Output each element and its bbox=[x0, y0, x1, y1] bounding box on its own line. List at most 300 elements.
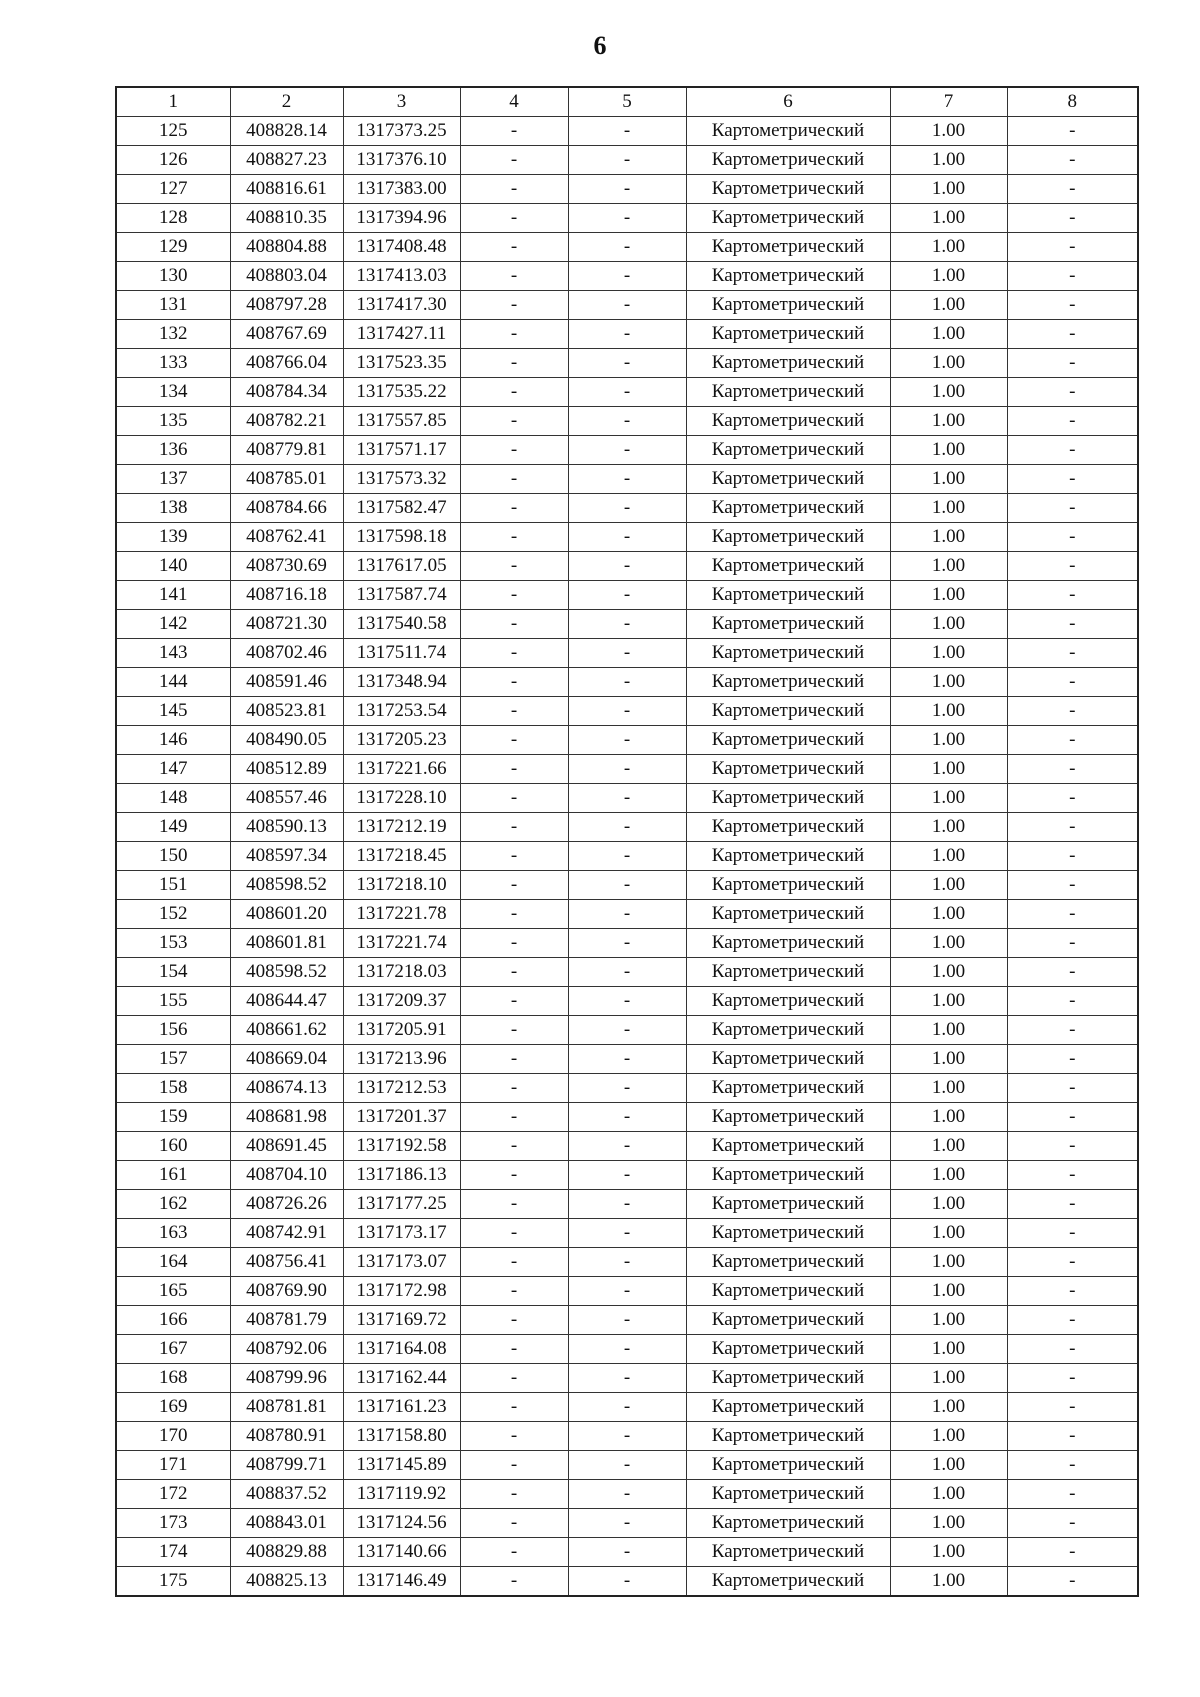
method-cell: Картометрический bbox=[686, 1277, 890, 1306]
method-cell: Картометрический bbox=[686, 1335, 890, 1364]
y-coordinate-cell: 1317186.13 bbox=[343, 1161, 460, 1190]
column-8-cell: - bbox=[1007, 349, 1138, 378]
column-4-cell: - bbox=[460, 1451, 568, 1480]
column-4-cell: - bbox=[460, 697, 568, 726]
header-row bbox=[116, 87, 1138, 117]
column-8-cell: - bbox=[1007, 465, 1138, 494]
x-coordinate-cell: 408784.34 bbox=[230, 378, 343, 407]
y-coordinate-cell: 1317587.74 bbox=[343, 581, 460, 610]
method-cell: Картометрический bbox=[686, 494, 890, 523]
accuracy-cell: 1.00 bbox=[890, 958, 1007, 987]
x-coordinate-cell: 408781.81 bbox=[230, 1393, 343, 1422]
x-coordinate-cell: 408598.52 bbox=[230, 958, 343, 987]
table-row bbox=[116, 349, 1138, 378]
x-coordinate-cell: 408598.52 bbox=[230, 871, 343, 900]
column-4-cell: - bbox=[460, 378, 568, 407]
x-coordinate-cell: 408780.91 bbox=[230, 1422, 343, 1451]
table-row bbox=[116, 1045, 1138, 1074]
accuracy-cell: 1.00 bbox=[890, 581, 1007, 610]
column-5-cell: - bbox=[568, 146, 686, 175]
column-8-cell: - bbox=[1007, 1161, 1138, 1190]
method-cell: Картометрический bbox=[686, 233, 890, 262]
method-cell: Картометрический bbox=[686, 1509, 890, 1538]
y-coordinate-cell: 1317205.91 bbox=[343, 1016, 460, 1045]
table-row bbox=[116, 407, 1138, 436]
point-number-cell: 173 bbox=[116, 1509, 230, 1538]
column-5-cell: - bbox=[568, 1393, 686, 1422]
column-8-cell: - bbox=[1007, 668, 1138, 697]
column-5-cell: - bbox=[568, 1248, 686, 1277]
method-cell: Картометрический bbox=[686, 726, 890, 755]
column-5-cell: - bbox=[568, 1364, 686, 1393]
column-5-cell: - bbox=[568, 436, 686, 465]
x-coordinate-cell: 408828.14 bbox=[230, 117, 343, 146]
x-coordinate-cell: 408843.01 bbox=[230, 1509, 343, 1538]
column-4-cell: - bbox=[460, 1277, 568, 1306]
y-coordinate-cell: 1317213.96 bbox=[343, 1045, 460, 1074]
table-row bbox=[116, 726, 1138, 755]
table-row bbox=[116, 639, 1138, 668]
column-8-cell: - bbox=[1007, 958, 1138, 987]
method-cell: Картометрический bbox=[686, 987, 890, 1016]
x-coordinate-cell: 408756.41 bbox=[230, 1248, 343, 1277]
column-4-cell: - bbox=[460, 204, 568, 233]
method-cell: Картометрический bbox=[686, 755, 890, 784]
method-cell: Картометрический bbox=[686, 581, 890, 610]
table-row bbox=[116, 1538, 1138, 1567]
column-8-cell: - bbox=[1007, 378, 1138, 407]
column-8-cell: - bbox=[1007, 436, 1138, 465]
column-4-cell: - bbox=[460, 262, 568, 291]
point-number-cell: 140 bbox=[116, 552, 230, 581]
y-coordinate-cell: 1317173.17 bbox=[343, 1219, 460, 1248]
point-number-cell: 135 bbox=[116, 407, 230, 436]
column-8-cell: - bbox=[1007, 523, 1138, 552]
accuracy-cell: 1.00 bbox=[890, 1132, 1007, 1161]
method-cell: Картометрический bbox=[686, 175, 890, 204]
table-row bbox=[116, 204, 1138, 233]
y-coordinate-cell: 1317617.05 bbox=[343, 552, 460, 581]
column-4-cell: - bbox=[460, 1103, 568, 1132]
table-body bbox=[116, 117, 1138, 1597]
x-coordinate-cell: 408779.81 bbox=[230, 436, 343, 465]
x-coordinate-cell: 408681.98 bbox=[230, 1103, 343, 1132]
column-8-cell: - bbox=[1007, 987, 1138, 1016]
method-cell: Картометрический bbox=[686, 1190, 890, 1219]
point-number-cell: 148 bbox=[116, 784, 230, 813]
x-coordinate-cell: 408512.89 bbox=[230, 755, 343, 784]
column-header-1: 1 bbox=[116, 87, 230, 117]
method-cell: Картометрический bbox=[686, 958, 890, 987]
column-4-cell: - bbox=[460, 523, 568, 552]
column-5-cell: - bbox=[568, 726, 686, 755]
method-cell: Картометрический bbox=[686, 1016, 890, 1045]
column-4-cell: - bbox=[460, 581, 568, 610]
accuracy-cell: 1.00 bbox=[890, 465, 1007, 494]
y-coordinate-cell: 1317173.07 bbox=[343, 1248, 460, 1277]
y-coordinate-cell: 1317164.08 bbox=[343, 1335, 460, 1364]
accuracy-cell: 1.00 bbox=[890, 610, 1007, 639]
x-coordinate-cell: 408691.45 bbox=[230, 1132, 343, 1161]
point-number-cell: 171 bbox=[116, 1451, 230, 1480]
column-8-cell: - bbox=[1007, 1538, 1138, 1567]
column-8-cell: - bbox=[1007, 1277, 1138, 1306]
table-row bbox=[116, 552, 1138, 581]
coordinates-table bbox=[115, 86, 1139, 1597]
accuracy-cell: 1.00 bbox=[890, 320, 1007, 349]
column-5-cell: - bbox=[568, 1045, 686, 1074]
method-cell: Картометрический bbox=[686, 1161, 890, 1190]
point-number-cell: 133 bbox=[116, 349, 230, 378]
column-4-cell: - bbox=[460, 1161, 568, 1190]
column-4-cell: - bbox=[460, 1306, 568, 1335]
column-5-cell: - bbox=[568, 929, 686, 958]
method-cell: Картометрический bbox=[686, 1451, 890, 1480]
column-8-cell: - bbox=[1007, 1335, 1138, 1364]
y-coordinate-cell: 1317535.22 bbox=[343, 378, 460, 407]
accuracy-cell: 1.00 bbox=[890, 1161, 1007, 1190]
column-4-cell: - bbox=[460, 349, 568, 378]
point-number-cell: 130 bbox=[116, 262, 230, 291]
method-cell: Картометрический bbox=[686, 929, 890, 958]
column-4-cell: - bbox=[460, 291, 568, 320]
column-4-cell: - bbox=[460, 755, 568, 784]
column-4-cell: - bbox=[460, 1074, 568, 1103]
method-cell: Картометрический bbox=[686, 523, 890, 552]
x-coordinate-cell: 408674.13 bbox=[230, 1074, 343, 1103]
method-cell: Картометрический bbox=[686, 1132, 890, 1161]
column-8-cell: - bbox=[1007, 1393, 1138, 1422]
column-5-cell: - bbox=[568, 233, 686, 262]
x-coordinate-cell: 408601.81 bbox=[230, 929, 343, 958]
method-cell: Картометрический bbox=[686, 900, 890, 929]
accuracy-cell: 1.00 bbox=[890, 900, 1007, 929]
method-cell: Картометрический bbox=[686, 697, 890, 726]
method-cell: Картометрический bbox=[686, 1219, 890, 1248]
method-cell: Картометрический bbox=[686, 117, 890, 146]
point-number-cell: 152 bbox=[116, 900, 230, 929]
x-coordinate-cell: 408827.23 bbox=[230, 146, 343, 175]
x-coordinate-cell: 408803.04 bbox=[230, 262, 343, 291]
method-cell: Картометрический bbox=[686, 842, 890, 871]
y-coordinate-cell: 1317209.37 bbox=[343, 987, 460, 1016]
method-cell: Картометрический bbox=[686, 204, 890, 233]
y-coordinate-cell: 1317417.30 bbox=[343, 291, 460, 320]
x-coordinate-cell: 408597.34 bbox=[230, 842, 343, 871]
column-5-cell: - bbox=[568, 987, 686, 1016]
column-5-cell: - bbox=[568, 349, 686, 378]
table-row bbox=[116, 1219, 1138, 1248]
x-coordinate-cell: 408644.47 bbox=[230, 987, 343, 1016]
x-coordinate-cell: 408726.26 bbox=[230, 1190, 343, 1219]
page-number: 6 bbox=[593, 31, 607, 60]
point-number-cell: 168 bbox=[116, 1364, 230, 1393]
table-row bbox=[116, 581, 1138, 610]
column-header-7: 7 bbox=[890, 87, 1007, 117]
column-4-cell: - bbox=[460, 1480, 568, 1509]
table-row bbox=[116, 320, 1138, 349]
method-cell: Картометрический bbox=[686, 1567, 890, 1597]
column-4-cell: - bbox=[460, 1422, 568, 1451]
y-coordinate-cell: 1317221.78 bbox=[343, 900, 460, 929]
accuracy-cell: 1.00 bbox=[890, 1190, 1007, 1219]
x-coordinate-cell: 408490.05 bbox=[230, 726, 343, 755]
column-5-cell: - bbox=[568, 1306, 686, 1335]
column-8-cell: - bbox=[1007, 233, 1138, 262]
point-number-cell: 167 bbox=[116, 1335, 230, 1364]
method-cell: Картометрический bbox=[686, 1364, 890, 1393]
x-coordinate-cell: 408837.52 bbox=[230, 1480, 343, 1509]
column-5-cell: - bbox=[568, 1451, 686, 1480]
table-row bbox=[116, 842, 1138, 871]
column-header-6: 6 bbox=[686, 87, 890, 117]
point-number-cell: 175 bbox=[116, 1567, 230, 1597]
x-coordinate-cell: 408523.81 bbox=[230, 697, 343, 726]
column-8-cell: - bbox=[1007, 871, 1138, 900]
y-coordinate-cell: 1317394.96 bbox=[343, 204, 460, 233]
column-8-cell: - bbox=[1007, 1567, 1138, 1597]
x-coordinate-cell: 408816.61 bbox=[230, 175, 343, 204]
y-coordinate-cell: 1317146.49 bbox=[343, 1567, 460, 1597]
method-cell: Картометрический bbox=[686, 1422, 890, 1451]
table-row bbox=[116, 494, 1138, 523]
accuracy-cell: 1.00 bbox=[890, 233, 1007, 262]
table-row bbox=[116, 1074, 1138, 1103]
y-coordinate-cell: 1317140.66 bbox=[343, 1538, 460, 1567]
column-4-cell: - bbox=[460, 900, 568, 929]
column-5-cell: - bbox=[568, 842, 686, 871]
point-number-cell: 161 bbox=[116, 1161, 230, 1190]
y-coordinate-cell: 1317540.58 bbox=[343, 610, 460, 639]
table-row bbox=[116, 465, 1138, 494]
column-5-cell: - bbox=[568, 1335, 686, 1364]
point-number-cell: 126 bbox=[116, 146, 230, 175]
table-row bbox=[116, 1248, 1138, 1277]
y-coordinate-cell: 1317212.53 bbox=[343, 1074, 460, 1103]
column-5-cell: - bbox=[568, 900, 686, 929]
point-number-cell: 174 bbox=[116, 1538, 230, 1567]
accuracy-cell: 1.00 bbox=[890, 1335, 1007, 1364]
column-4-cell: - bbox=[460, 1364, 568, 1393]
accuracy-cell: 1.00 bbox=[890, 1480, 1007, 1509]
y-coordinate-cell: 1317205.23 bbox=[343, 726, 460, 755]
y-coordinate-cell: 1317373.25 bbox=[343, 117, 460, 146]
accuracy-cell: 1.00 bbox=[890, 755, 1007, 784]
table-row bbox=[116, 436, 1138, 465]
point-number-cell: 128 bbox=[116, 204, 230, 233]
column-8-cell: - bbox=[1007, 813, 1138, 842]
column-5-cell: - bbox=[568, 1074, 686, 1103]
y-coordinate-cell: 1317523.35 bbox=[343, 349, 460, 378]
table-row bbox=[116, 668, 1138, 697]
column-4-cell: - bbox=[460, 639, 568, 668]
x-coordinate-cell: 408601.20 bbox=[230, 900, 343, 929]
y-coordinate-cell: 1317427.11 bbox=[343, 320, 460, 349]
point-number-cell: 157 bbox=[116, 1045, 230, 1074]
point-number-cell: 153 bbox=[116, 929, 230, 958]
method-cell: Картометрический bbox=[686, 349, 890, 378]
point-number-cell: 143 bbox=[116, 639, 230, 668]
column-4-cell: - bbox=[460, 320, 568, 349]
point-number-cell: 160 bbox=[116, 1132, 230, 1161]
column-5-cell: - bbox=[568, 262, 686, 291]
x-coordinate-cell: 408702.46 bbox=[230, 639, 343, 668]
column-4-cell: - bbox=[460, 610, 568, 639]
column-4-cell: - bbox=[460, 1335, 568, 1364]
y-coordinate-cell: 1317573.32 bbox=[343, 465, 460, 494]
point-number-cell: 131 bbox=[116, 291, 230, 320]
accuracy-cell: 1.00 bbox=[890, 871, 1007, 900]
column-5-cell: - bbox=[568, 958, 686, 987]
table-row bbox=[116, 1451, 1138, 1480]
accuracy-cell: 1.00 bbox=[890, 813, 1007, 842]
table-row bbox=[116, 1190, 1138, 1219]
point-number-cell: 164 bbox=[116, 1248, 230, 1277]
column-5-cell: - bbox=[568, 668, 686, 697]
column-4-cell: - bbox=[460, 146, 568, 175]
column-5-cell: - bbox=[568, 581, 686, 610]
point-number-cell: 141 bbox=[116, 581, 230, 610]
point-number-cell: 149 bbox=[116, 813, 230, 842]
table-row bbox=[116, 610, 1138, 639]
column-4-cell: - bbox=[460, 1132, 568, 1161]
table-row bbox=[116, 987, 1138, 1016]
x-coordinate-cell: 408590.13 bbox=[230, 813, 343, 842]
column-8-cell: - bbox=[1007, 494, 1138, 523]
y-coordinate-cell: 1317218.03 bbox=[343, 958, 460, 987]
point-number-cell: 169 bbox=[116, 1393, 230, 1422]
column-4-cell: - bbox=[460, 1248, 568, 1277]
column-4-cell: - bbox=[460, 668, 568, 697]
column-4-cell: - bbox=[460, 1567, 568, 1597]
method-cell: Картометрический bbox=[686, 1306, 890, 1335]
column-8-cell: - bbox=[1007, 726, 1138, 755]
point-number-cell: 142 bbox=[116, 610, 230, 639]
method-cell: Картометрический bbox=[686, 1103, 890, 1132]
x-coordinate-cell: 408704.10 bbox=[230, 1161, 343, 1190]
table-row bbox=[116, 755, 1138, 784]
column-4-cell: - bbox=[460, 465, 568, 494]
column-5-cell: - bbox=[568, 552, 686, 581]
y-coordinate-cell: 1317201.37 bbox=[343, 1103, 460, 1132]
table-row bbox=[116, 1364, 1138, 1393]
accuracy-cell: 1.00 bbox=[890, 784, 1007, 813]
method-cell: Картометрический bbox=[686, 784, 890, 813]
column-8-cell: - bbox=[1007, 1306, 1138, 1335]
table-row bbox=[116, 1161, 1138, 1190]
accuracy-cell: 1.00 bbox=[890, 1016, 1007, 1045]
accuracy-cell: 1.00 bbox=[890, 523, 1007, 552]
column-5-cell: - bbox=[568, 755, 686, 784]
y-coordinate-cell: 1317376.10 bbox=[343, 146, 460, 175]
column-5-cell: - bbox=[568, 1567, 686, 1597]
y-coordinate-cell: 1317598.18 bbox=[343, 523, 460, 552]
table-row bbox=[116, 1422, 1138, 1451]
column-8-cell: - bbox=[1007, 146, 1138, 175]
point-number-cell: 170 bbox=[116, 1422, 230, 1451]
y-coordinate-cell: 1317162.44 bbox=[343, 1364, 460, 1393]
column-8-cell: - bbox=[1007, 1248, 1138, 1277]
table-row bbox=[116, 291, 1138, 320]
y-coordinate-cell: 1317221.66 bbox=[343, 755, 460, 784]
column-8-cell: - bbox=[1007, 552, 1138, 581]
accuracy-cell: 1.00 bbox=[890, 1451, 1007, 1480]
point-number-cell: 139 bbox=[116, 523, 230, 552]
accuracy-cell: 1.00 bbox=[890, 1567, 1007, 1597]
column-5-cell: - bbox=[568, 378, 686, 407]
column-5-cell: - bbox=[568, 697, 686, 726]
accuracy-cell: 1.00 bbox=[890, 146, 1007, 175]
x-coordinate-cell: 408730.69 bbox=[230, 552, 343, 581]
column-5-cell: - bbox=[568, 639, 686, 668]
column-8-cell: - bbox=[1007, 1219, 1138, 1248]
x-coordinate-cell: 408804.88 bbox=[230, 233, 343, 262]
point-number-cell: 127 bbox=[116, 175, 230, 204]
column-4-cell: - bbox=[460, 1219, 568, 1248]
point-number-cell: 144 bbox=[116, 668, 230, 697]
column-4-cell: - bbox=[460, 175, 568, 204]
accuracy-cell: 1.00 bbox=[890, 1103, 1007, 1132]
method-cell: Картометрический bbox=[686, 407, 890, 436]
table-row bbox=[116, 1277, 1138, 1306]
column-4-cell: - bbox=[460, 494, 568, 523]
x-coordinate-cell: 408829.88 bbox=[230, 1538, 343, 1567]
point-number-cell: 158 bbox=[116, 1074, 230, 1103]
accuracy-cell: 1.00 bbox=[890, 1045, 1007, 1074]
table-row bbox=[116, 262, 1138, 291]
x-coordinate-cell: 408797.28 bbox=[230, 291, 343, 320]
column-8-cell: - bbox=[1007, 1132, 1138, 1161]
y-coordinate-cell: 1317119.92 bbox=[343, 1480, 460, 1509]
table-row bbox=[116, 871, 1138, 900]
y-coordinate-cell: 1317253.54 bbox=[343, 697, 460, 726]
accuracy-cell: 1.00 bbox=[890, 1538, 1007, 1567]
point-number-cell: 151 bbox=[116, 871, 230, 900]
column-4-cell: - bbox=[460, 958, 568, 987]
column-4-cell: - bbox=[460, 784, 568, 813]
point-number-cell: 129 bbox=[116, 233, 230, 262]
column-4-cell: - bbox=[460, 552, 568, 581]
point-number-cell: 136 bbox=[116, 436, 230, 465]
table-header bbox=[116, 87, 1138, 117]
x-coordinate-cell: 408762.41 bbox=[230, 523, 343, 552]
point-number-cell: 163 bbox=[116, 1219, 230, 1248]
method-cell: Картометрический bbox=[686, 436, 890, 465]
y-coordinate-cell: 1317221.74 bbox=[343, 929, 460, 958]
x-coordinate-cell: 408767.69 bbox=[230, 320, 343, 349]
method-cell: Картометрический bbox=[686, 610, 890, 639]
y-coordinate-cell: 1317172.98 bbox=[343, 1277, 460, 1306]
column-5-cell: - bbox=[568, 1509, 686, 1538]
table-row bbox=[116, 1016, 1138, 1045]
table-row bbox=[116, 523, 1138, 552]
accuracy-cell: 1.00 bbox=[890, 494, 1007, 523]
column-8-cell: - bbox=[1007, 1364, 1138, 1393]
column-8-cell: - bbox=[1007, 262, 1138, 291]
column-5-cell: - bbox=[568, 175, 686, 204]
y-coordinate-cell: 1317383.00 bbox=[343, 175, 460, 204]
column-5-cell: - bbox=[568, 1277, 686, 1306]
column-8-cell: - bbox=[1007, 1451, 1138, 1480]
table-row bbox=[116, 233, 1138, 262]
method-cell: Картометрический bbox=[686, 1538, 890, 1567]
accuracy-cell: 1.00 bbox=[890, 1364, 1007, 1393]
column-4-cell: - bbox=[460, 1393, 568, 1422]
column-8-cell: - bbox=[1007, 1016, 1138, 1045]
column-8-cell: - bbox=[1007, 639, 1138, 668]
column-header-2: 2 bbox=[230, 87, 343, 117]
method-cell: Картометрический bbox=[686, 378, 890, 407]
